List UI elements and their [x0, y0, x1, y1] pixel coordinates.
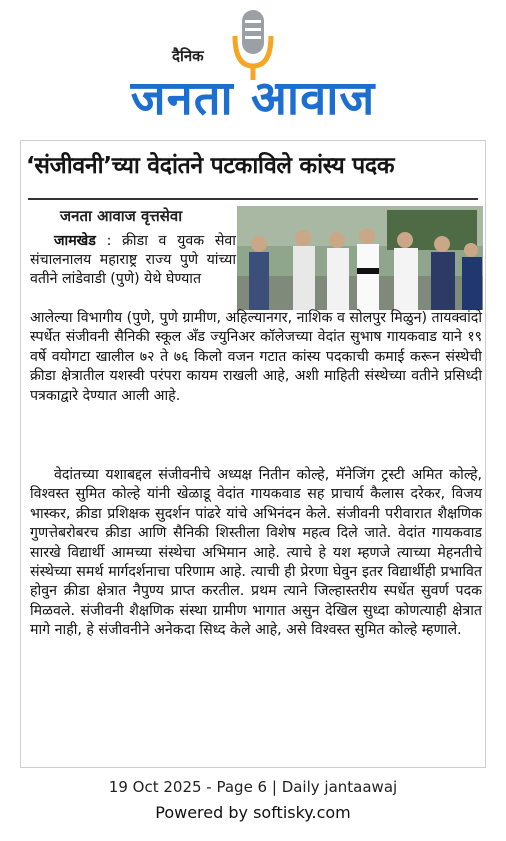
masthead-brand-name: जनता आवाज	[130, 71, 376, 126]
masthead	[60, 6, 446, 131]
masthead-daily-label: दैनिक	[172, 47, 204, 65]
headline-divider	[28, 198, 478, 200]
article-byline: जनता आवाज वृत्तसेवा	[60, 207, 183, 225]
article-lead-text: : क्रीडा व युवक सेवा संचालनालय महाराष्ट्र राज्य पुणे यांच्या वतीने लांडेवाडी (पुणे) येथे घेण्यात	[30, 233, 236, 288]
publication-date-line: 19 Oct 2025 - Page 6 | Daily jantaawaj	[108, 778, 398, 796]
article-location: जामखेड	[54, 233, 96, 249]
article-paragraph-2: वेदांतच्या यशाबद्दल संजीवनीचे अध्यक्ष नितीन कोल्हे, मॅनेजिंग ट्रस्टी अमित कोल्हे, विश्वस्त सुमित कोल्हे यांनी खेळाडू वेदांत गायकवाड सह प्राचार्य कैलास दरेकर, विजय भास्कर, क्रीडा प्रशिक्षक सुदर्शन पांढरे यांचे अभिनंदन केले. संजीवनी परीवारात शैक्षणिक गुणत्तेबरोबरच क्रीडा आणि सैनिकी शिस्तीला विशेष महत्व दिले जाते. वेदांत गायकवाड सारखे विद्यार्थी आमच्या संस्थेचा अभिमान आहे. त्याचे हे यश म्हणजे त्याच्या मेहनतीचे संस्थेच्या समर्थ मार्गदर्शनाचा परिणाम आहे. त्याची ही प्रेरणा घेवुन इतर विद्यार्थीही प्रभावित होवुन क्रीडा क्षेत्रात नैपुण्य प्राप्त करतील. प्रथम त्याने जिल्हास्तरीय स्पर्धेत सुवर्ण पदक मिळवले. संजीवनी शैक्षणिक संस्था ग्रामीण भागात असुन देखिल सुध्दा कोणत्याही क्षेत्रात मागे नाही, हे संजीवनीने अनेकदा सिध्द केले आहे, असे विश्वस्त सुमित कोल्हे म्हणाले.	[30, 467, 482, 639]
article-photo	[237, 206, 483, 310]
article-lead-continuation: आलेल्या विभागीय (पुणे, पुणे ग्रामीण, अहिल्यानगर, नाशिक व सोलपुर मिळुन) तायक्वांदो स्पर्धेत संजीवनी सैनिकी स्कूल अँड ज्युनिअर कॉलेजच्या वेदांत सुभाष गायकवाड याने १९ वर्षे वयोगटा खालील ७२ ते ७६ किलो वजन गटात कांस्य पदकाची कमाई करून संस्थेची क्रीडा क्षेत्रातील यशस्वी परंपरा कायम राखली आहे, अशी माहिती संस्थेच्या वतीने प्रसिध्दी पत्रकाद्वारे देण्यात आली आहे.	[30, 310, 482, 404]
article-lead-narrow	[30, 232, 236, 290]
powered-by-line[interactable]: Powered by softisky.com	[155, 803, 351, 822]
article-headline: ‘संजीवनी’च्या वेदांतने पटकाविले कांस्य पदक	[26, 153, 395, 179]
